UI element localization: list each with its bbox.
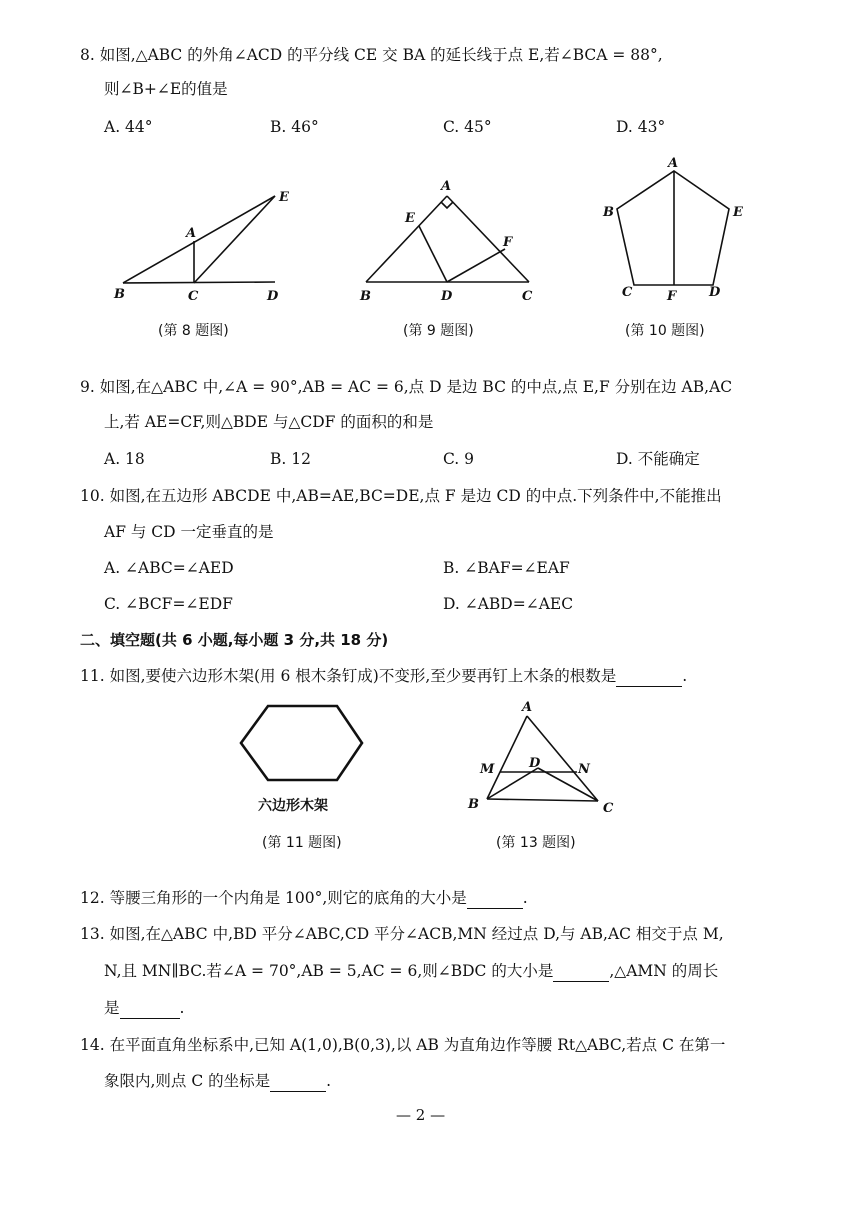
fig8-label-d: D — [267, 289, 279, 304]
fig9-label-f: F — [503, 235, 513, 250]
q13-text-2a: N,且 MN∥BC.若∠A = 70°,AB = 5,AC = 6,则∠BDC 的大小是 — [104, 962, 554, 980]
fig13-caption: (第 13 题图) — [496, 835, 576, 851]
q13-line3 — [104, 998, 184, 1019]
fig13-label-m: M — [480, 762, 495, 777]
fig10-label-c: C — [622, 285, 633, 300]
fig13-label-d: D — [529, 756, 541, 771]
q10-line1: 10. 如图,在五边形 ABCDE 中,AB=AE,BC=DE,点 F 是边 CD 的中点.下列条件中,不能推出 — [80, 487, 722, 505]
q13-angle-blank[interactable] — [553, 961, 609, 982]
q11-line — [80, 666, 687, 687]
fig8-label-c: C — [188, 289, 199, 304]
q14-text-2a: 象限内,则点 C 的坐标是 — [104, 1072, 271, 1090]
q13-line1: 13. 如图,在△ABC 中,BD 平分∠ABC,CD 平分∠ACB,MN 经过点 D,与 AB,AC 相交于点 M, — [80, 925, 724, 943]
q9-line1: 9. 如图,在△ABC 中,∠A = 90°,AB = AC = 6,点 D 是边 BC 的中点,点 E,F 分别在边 AB,AC — [80, 378, 733, 396]
q10-line2: AF 与 CD 一定垂直的是 — [104, 523, 274, 541]
fig13-label-n: N — [578, 762, 590, 777]
figure-8 — [0, 0, 867, 320]
fig11-caption: (第 11 题图) — [262, 835, 342, 851]
q14-line2 — [104, 1071, 331, 1092]
q13-text-3a: 是 — [104, 999, 120, 1017]
q8-line1: 8. 如图,△ABC 的外角∠ACD 的平分线 CE 交 BA 的延长线于点 E,若∠BCA = 88°, — [80, 46, 663, 64]
fig9-label-e: E — [405, 211, 415, 226]
q10-option-a: A. ∠ABC=∠AED — [104, 559, 234, 577]
q11-answer-blank[interactable] — [616, 666, 682, 687]
hexagon-frame — [241, 706, 362, 780]
section-2-title: 二、填空题(共 6 小题,每小题 3 分,共 18 分) — [80, 631, 389, 649]
fig9-label-b: B — [360, 289, 371, 304]
fig8-caption: (第 8 题图) — [158, 323, 229, 339]
fig8-label-a: A — [186, 226, 197, 241]
q12-end: . — [522, 889, 528, 907]
q8-option-a: A. 44° — [104, 118, 153, 136]
q10-option-d: D. ∠ABD=∠AEC — [443, 595, 574, 613]
fig10-caption: (第 10 题图) — [625, 323, 705, 339]
q14-text-2b: . — [326, 1072, 332, 1090]
fig9-label-c: C — [522, 289, 533, 304]
fig10-label-b: B — [603, 205, 614, 220]
page-number: — 2 — — [396, 1106, 446, 1124]
q10-option-b: B. ∠BAF=∠EAF — [443, 559, 570, 577]
fig10-label-f: F — [667, 289, 677, 304]
q13-text-3b: . — [179, 999, 185, 1017]
q10-option-c: C. ∠BCF=∠EDF — [104, 595, 233, 613]
q8-option-b: B. 46° — [270, 118, 319, 136]
fig9-caption: (第 9 题图) — [403, 323, 474, 339]
fig8-label-e: E — [279, 190, 289, 205]
q8-line2: 则∠B+∠E的值是 — [104, 80, 228, 98]
q9-option-b: B. 12 — [270, 450, 311, 468]
q8-option-c: C. 45° — [443, 118, 492, 136]
fig13-label-c: C — [603, 801, 614, 816]
q9-option-a: A. 18 — [104, 450, 145, 468]
q13-line2 — [104, 961, 718, 982]
q11-end: . — [682, 667, 688, 685]
q9-option-c: C. 9 — [443, 450, 475, 468]
fig11-label: 六边形木架 — [258, 798, 328, 814]
q12-text: 12. 等腰三角形的一个内角是 100°,则它的底角的大小是 — [80, 889, 467, 907]
q13-perimeter-blank[interactable] — [120, 998, 180, 1019]
q13-text-2b: ,△AMN 的周长 — [609, 962, 719, 980]
q12-answer-blank[interactable] — [467, 888, 523, 909]
fig10-label-a: A — [668, 156, 679, 171]
q12-line — [80, 888, 528, 909]
q14-answer-blank[interactable] — [270, 1071, 326, 1092]
fig8-label-b: B — [114, 287, 125, 302]
fig10-label-e: E — [733, 205, 743, 220]
q9-line2: 上,若 AE=CF,则△BDE 与△CDF 的面积的和是 — [104, 413, 434, 431]
fig9-label-a: A — [441, 179, 452, 194]
fig13-label-a: A — [522, 700, 533, 715]
q9-option-d: D. 不能确定 — [616, 450, 700, 468]
figures-row-2 — [0, 690, 867, 825]
fig10-label-d: D — [709, 285, 721, 300]
q14-line1: 14. 在平面直角坐标系中,已知 A(1,0),B(0,3),以 AB 为直角边作等腰 Rt△ABC,若点 C 在第一 — [80, 1036, 726, 1054]
q8-option-d: D. 43° — [616, 118, 666, 136]
fig9-label-d: D — [441, 289, 453, 304]
fig13-label-b: B — [468, 797, 479, 812]
q11-text: 11. 如图,要使六边形木架(用 6 根木条钉成)不变形,至少要再钉上木条的根数是 — [80, 667, 617, 685]
